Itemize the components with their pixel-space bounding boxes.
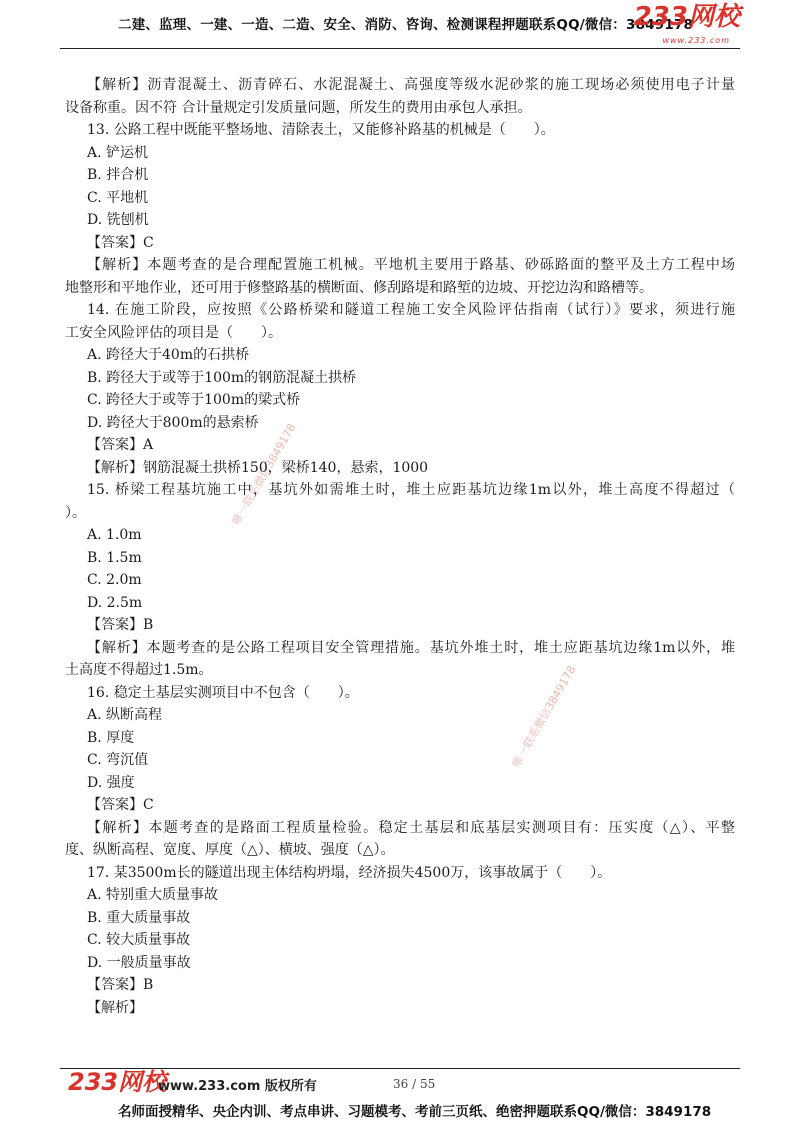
question-16: 16. 稳定土基层实测项目中不包含（ ）。 (87, 684, 359, 701)
option: A. 1.0m (87, 527, 142, 543)
text-line: 【解析】沥青混凝土、沥青碎石、水泥混凝土、高强度等级水泥砂浆的施工现场必须使用电子计量 (87, 77, 735, 93)
analysis: 【解析】钢筋混凝土拱桥150，梁桥140，悬索，1000 (87, 459, 429, 476)
question-17: 17. 某3500m长的隧道出现主体结构坍塌，经济损失4500万，该事故属于（ ）。 (87, 864, 612, 881)
option: D. 2.5m (87, 594, 143, 611)
watermark: 唯一联系微信3849178 (229, 421, 299, 528)
brand-logo: 233网校 (633, 2, 740, 32)
option: D. 跨径大于800m的悬索桥 (87, 414, 259, 431)
footer-logo: 233网校 (68, 1068, 167, 1096)
question-13: 13. 公路工程中既能平整场地、清除表土，又能修补路基的机械是（ ）。 (87, 122, 555, 138)
option: D. 铣刨机 (87, 212, 149, 228)
option: B. 厚度 (87, 729, 135, 746)
option: B. 跨径大于或等于100m的钢筋混凝土拱桥 (87, 369, 357, 386)
question-14: 工安全风险评估的项目是（ ）。 (65, 324, 282, 341)
document-body (65, 74, 735, 1019)
option: A. 纵断高程 (87, 707, 163, 723)
option: B. 1.5m (87, 549, 142, 566)
analysis: 【解析】本题考查的是公路工程项目安全管理措施。基坑外堆土时，堆土应距基坑边缘1m以外，堆 (87, 639, 735, 656)
option: C. 跨径大于或等于100m的梁式桥 (87, 392, 301, 408)
brand-logo-url: www.233.com (662, 36, 730, 45)
analysis: 【解析】本题考查的是路面工程质量检验。稳定土基层和底基层实测项目有：压实度（△）、平整 (87, 819, 735, 836)
text-line: 设备称重。因不符 合计量规定引发质量问题，所发生的费用由承包人承担。 (65, 99, 532, 116)
analysis: 【解析】本题考查的是合理配置施工机械。平地机主要用于路基、砂砾路面的整平及土方工程中场 (87, 257, 735, 273)
option: C. 2.0m (87, 572, 142, 588)
footer-site: www.233.com 版权所有 (158, 1079, 317, 1094)
option: C. 较大质量事故 (87, 932, 191, 948)
analysis: 地整形和平地作业，还可用于修整路基的横断面、修刮路堤和路堑的边坡、开挖边沟和路槽等。 (65, 279, 653, 296)
option: D. 强度 (87, 774, 135, 791)
answer: 【答案】B (87, 977, 154, 993)
question-14: 14. 在施工阶段，应按照《公路桥梁和隧道工程施工安全风险评估指南（试行）》要求，须进行施 (87, 302, 735, 318)
answer: 【答案】B (87, 617, 154, 633)
option: D. 一般质量事故 (87, 954, 191, 971)
answer: 【答案】A (87, 437, 154, 453)
option: A. 特别重大质量事故 (87, 887, 219, 903)
answer: 【答案】C (87, 797, 154, 813)
analysis: 【解析】 (87, 999, 143, 1016)
answer: 【答案】C (87, 234, 154, 251)
footer-contact-text: 名师面授精华、央企内训、考点串讲、习题模考、考前三页纸、绝密押题联系QQ/微信：3849178 (118, 1104, 712, 1120)
watermark: 唯一联系微信3849178 (509, 663, 579, 770)
question-15: ）。 (65, 504, 86, 521)
option: A. 跨径大于40m的石拱桥 (87, 347, 250, 363)
header-divider (60, 48, 740, 49)
option: C. 平地机 (87, 189, 149, 206)
option: B. 重大质量事故 (87, 909, 191, 926)
analysis: 度、纵断高程、宽度、厚度（△）、横坡、强度（△）。 (65, 842, 395, 858)
question-15: 15. 桥梁工程基坑施工中，基坑外如需堆土时，堆土应距基坑边缘1m以外，堆土高度不得超过（ (87, 482, 735, 498)
option: C. 弯沉值 (87, 752, 149, 768)
header-contact-text: 二建、监理、一建、一造、二造、安全、消防、咨询、检测课程押题联系QQ/微信：3849178 (118, 17, 694, 33)
page-number: 36 / 55 (393, 1077, 436, 1091)
option: A. 铲运机 (87, 144, 149, 161)
option: B. 拌合机 (87, 167, 149, 183)
analysis: 土高度不得超过1.5m。 (65, 662, 213, 678)
